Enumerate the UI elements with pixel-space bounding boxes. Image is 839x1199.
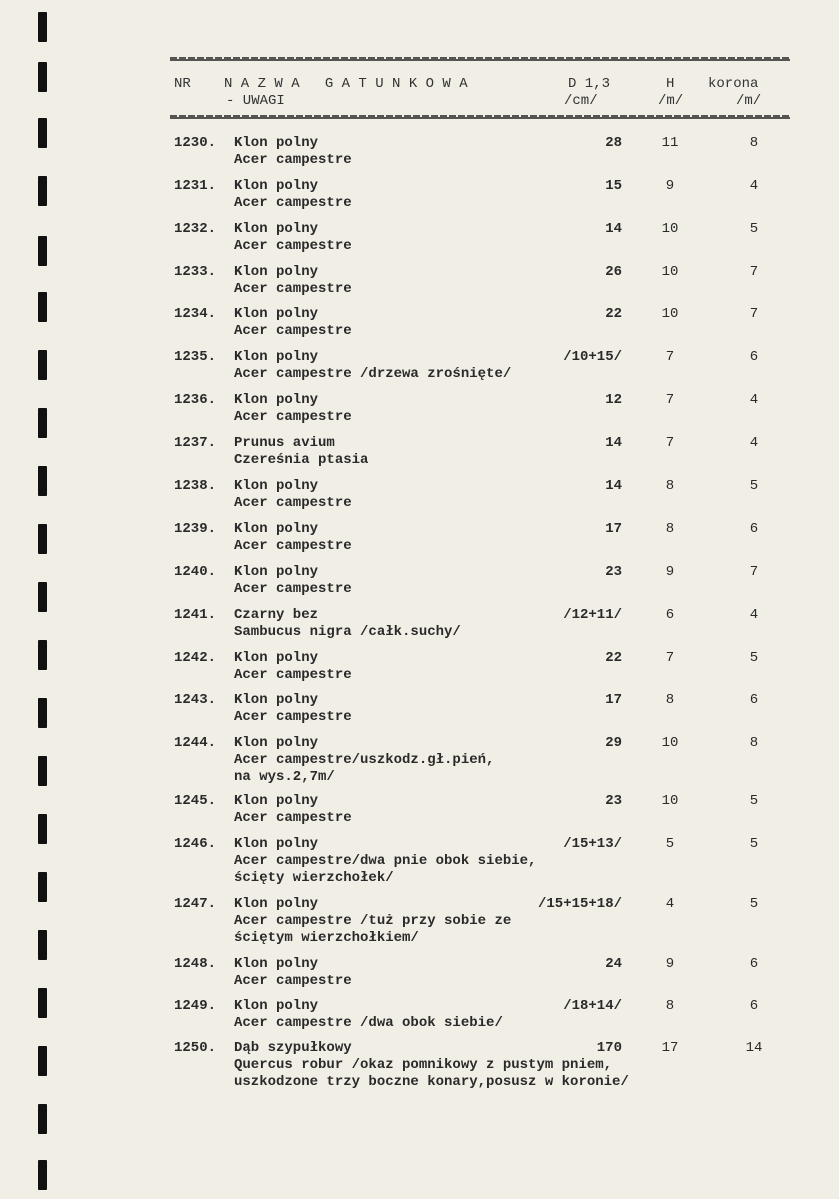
binding-hole	[38, 930, 47, 960]
diameter-value: 24	[605, 956, 622, 972]
height-value: 17	[661, 1040, 679, 1056]
crown-value: 8	[749, 135, 759, 151]
species-latin: Acer campestre/dwa pnie obok siebie,	[234, 853, 537, 869]
header-korona: korona	[708, 76, 759, 92]
row-number: 1243.	[174, 692, 217, 708]
row-number: 1242.	[174, 650, 217, 666]
crown-value: 6	[749, 349, 759, 365]
species-name: Klon polny	[234, 478, 319, 494]
row-number: 1232.	[174, 221, 217, 237]
crown-value: 5	[749, 836, 759, 852]
species-name: Dąb szypułkowy	[234, 1040, 352, 1056]
height-value: 7	[665, 392, 675, 408]
crown-value: 7	[749, 264, 759, 280]
header-d13-unit: /cm/	[564, 93, 598, 109]
row-number: 1238.	[174, 478, 217, 494]
species-latin: Acer campestre	[234, 238, 352, 254]
diameter-value: 14	[605, 221, 622, 237]
species-latin: Acer campestre	[234, 973, 352, 989]
species-latin: Czereśnia ptasia	[234, 452, 369, 468]
header-h: H	[666, 76, 675, 92]
row-number: 1245.	[174, 793, 217, 809]
height-value: 9	[665, 564, 675, 580]
species-name: Klon polny	[234, 221, 319, 237]
header-d13: D 1,3	[568, 76, 611, 92]
row-number: 1239.	[174, 521, 217, 537]
species-latin: Acer campestre	[234, 495, 352, 511]
crown-value: 6	[749, 521, 759, 537]
diameter-value: /15+13/	[563, 836, 622, 852]
crown-value: 6	[749, 692, 759, 708]
species-latin: Acer campestre	[234, 667, 352, 683]
diameter-value: 17	[605, 521, 622, 537]
crown-value: 6	[749, 998, 759, 1014]
species-latin: Sambucus nigra /całk.suchy/	[234, 624, 461, 640]
header-nr: NR	[174, 76, 191, 92]
diameter-value: 14	[605, 435, 622, 451]
height-value: 7	[665, 435, 675, 451]
binding-hole	[38, 640, 47, 670]
species-name: Klon polny	[234, 392, 319, 408]
row-number: 1250.	[174, 1040, 217, 1056]
header-uwagi: - UWAGI	[226, 93, 285, 109]
species-note: ściętym wierzchołkiem/	[234, 930, 419, 946]
species-name: Klon polny	[234, 998, 319, 1014]
crown-value: 7	[749, 564, 759, 580]
species-note: ścięty wierzchołek/	[234, 870, 394, 886]
binding-hole	[38, 62, 47, 92]
header-rule	[170, 115, 790, 119]
crown-value: 4	[749, 607, 759, 623]
species-note: na wys.2,7m/	[234, 769, 335, 785]
height-value: 10	[661, 306, 679, 322]
diameter-value: 23	[605, 793, 622, 809]
species-latin: Acer campestre	[234, 195, 352, 211]
height-value: 9	[665, 178, 675, 194]
top-rule	[170, 57, 790, 61]
diameter-value: 23	[605, 564, 622, 580]
diameter-value: /12+11/	[563, 607, 622, 623]
row-number: 1233.	[174, 264, 217, 280]
binding-hole	[38, 756, 47, 786]
row-number: 1246.	[174, 836, 217, 852]
height-value: 10	[661, 735, 679, 751]
row-number: 1236.	[174, 392, 217, 408]
species-note: uszkodzone trzy boczne konary,posusz w koronie/	[234, 1074, 629, 1090]
species-latin: Acer campestre	[234, 409, 352, 425]
species-latin: Acer campestre	[234, 538, 352, 554]
species-latin: Acer campestre	[234, 709, 352, 725]
species-latin: Acer campestre /tuż przy sobie ze	[234, 913, 512, 929]
species-name: Klon polny	[234, 692, 319, 708]
header-korona-unit: /m/	[736, 93, 762, 109]
binding-hole	[38, 350, 47, 380]
binding-hole	[38, 1104, 47, 1134]
binding-hole	[38, 582, 47, 612]
species-latin: Quercus robur /okaz pomnikowy z pustym pniem,	[234, 1057, 613, 1073]
species-latin: Acer campestre	[234, 810, 352, 826]
diameter-value: /18+14/	[563, 998, 622, 1014]
species-name: Klon polny	[234, 735, 319, 751]
species-name: Klon polny	[234, 956, 319, 972]
diameter-value: 28	[605, 135, 622, 151]
row-number: 1234.	[174, 306, 217, 322]
diameter-value: 14	[605, 478, 622, 494]
row-number: 1249.	[174, 998, 217, 1014]
diameter-value: 26	[605, 264, 622, 280]
diameter-value: 29	[605, 735, 622, 751]
crown-value: 14	[745, 1040, 763, 1056]
binding-hole	[38, 872, 47, 902]
binding-hole	[38, 236, 47, 266]
diameter-value: /15+15+18/	[537, 896, 622, 912]
crown-value: 4	[749, 392, 759, 408]
diameter-value: 170	[596, 1040, 622, 1056]
binding-holes	[38, 0, 50, 1199]
species-name: Klon polny	[234, 135, 319, 151]
row-number: 1247.	[174, 896, 217, 912]
crown-value: 7	[749, 306, 759, 322]
species-name: Klon polny	[234, 650, 319, 666]
height-value: 5	[665, 836, 675, 852]
height-value: 6	[665, 607, 675, 623]
crown-value: 5	[749, 793, 759, 809]
binding-hole	[38, 698, 47, 728]
species-latin: Acer campestre	[234, 323, 352, 339]
height-value: 8	[665, 692, 675, 708]
species-name: Klon polny	[234, 178, 319, 194]
species-name: Klon polny	[234, 836, 319, 852]
species-name: Klon polny	[234, 349, 319, 365]
binding-hole	[38, 988, 47, 1018]
binding-hole	[38, 1046, 47, 1076]
height-value: 9	[665, 956, 675, 972]
binding-hole	[38, 12, 47, 42]
height-value: 8	[665, 478, 675, 494]
binding-hole	[38, 118, 47, 148]
row-number: 1240.	[174, 564, 217, 580]
diameter-value: 15	[605, 178, 622, 194]
row-number: 1241.	[174, 607, 217, 623]
height-value: 7	[665, 650, 675, 666]
species-name: Klon polny	[234, 264, 319, 280]
species-latin: Acer campestre /drzewa zrośnięte/	[234, 366, 512, 382]
binding-hole	[38, 466, 47, 496]
binding-hole	[38, 814, 47, 844]
crown-value: 5	[749, 478, 759, 494]
crown-value: 4	[749, 178, 759, 194]
height-value: 8	[665, 998, 675, 1014]
species-name: Klon polny	[234, 896, 319, 912]
binding-hole	[38, 408, 47, 438]
species-latin: Acer campestre /dwa obok siebie/	[234, 1015, 503, 1031]
species-name: Czarny bez	[234, 607, 319, 623]
height-value: 10	[661, 221, 679, 237]
binding-hole	[38, 524, 47, 554]
species-name: Klon polny	[234, 521, 319, 537]
row-number: 1237.	[174, 435, 217, 451]
diameter-value: 12	[605, 392, 622, 408]
crown-value: 5	[749, 221, 759, 237]
binding-hole	[38, 292, 47, 322]
diameter-value: 22	[605, 306, 622, 322]
row-number: 1230.	[174, 135, 217, 151]
height-value: 10	[661, 793, 679, 809]
crown-value: 6	[749, 956, 759, 972]
diameter-value: 22	[605, 650, 622, 666]
diameter-value: 17	[605, 692, 622, 708]
height-value: 11	[661, 135, 679, 151]
height-value: 10	[661, 264, 679, 280]
species-latin: Acer campestre	[234, 581, 352, 597]
crown-value: 4	[749, 435, 759, 451]
row-number: 1244.	[174, 735, 217, 751]
header-h-unit: /m/	[658, 93, 684, 109]
binding-hole	[38, 176, 47, 206]
row-number: 1231.	[174, 178, 217, 194]
row-number: 1248.	[174, 956, 217, 972]
height-value: 7	[665, 349, 675, 365]
diameter-value: /10+15/	[563, 349, 622, 365]
crown-value: 8	[749, 735, 759, 751]
species-name: Klon polny	[234, 793, 319, 809]
crown-value: 5	[749, 650, 759, 666]
species-latin: Acer campestre	[234, 152, 352, 168]
binding-hole	[38, 1160, 47, 1190]
species-latin: Acer campestre/uszkodz.gł.pień,	[234, 752, 495, 768]
crown-value: 5	[749, 896, 759, 912]
header-nazwa: N A Z W A G A T U N K O W A	[224, 76, 468, 92]
species-name: Prunus avium	[234, 435, 335, 451]
species-name: Klon polny	[234, 564, 319, 580]
species-latin: Acer campestre	[234, 281, 352, 297]
row-number: 1235.	[174, 349, 217, 365]
height-value: 8	[665, 521, 675, 537]
height-value: 4	[665, 896, 675, 912]
species-name: Klon polny	[234, 306, 319, 322]
